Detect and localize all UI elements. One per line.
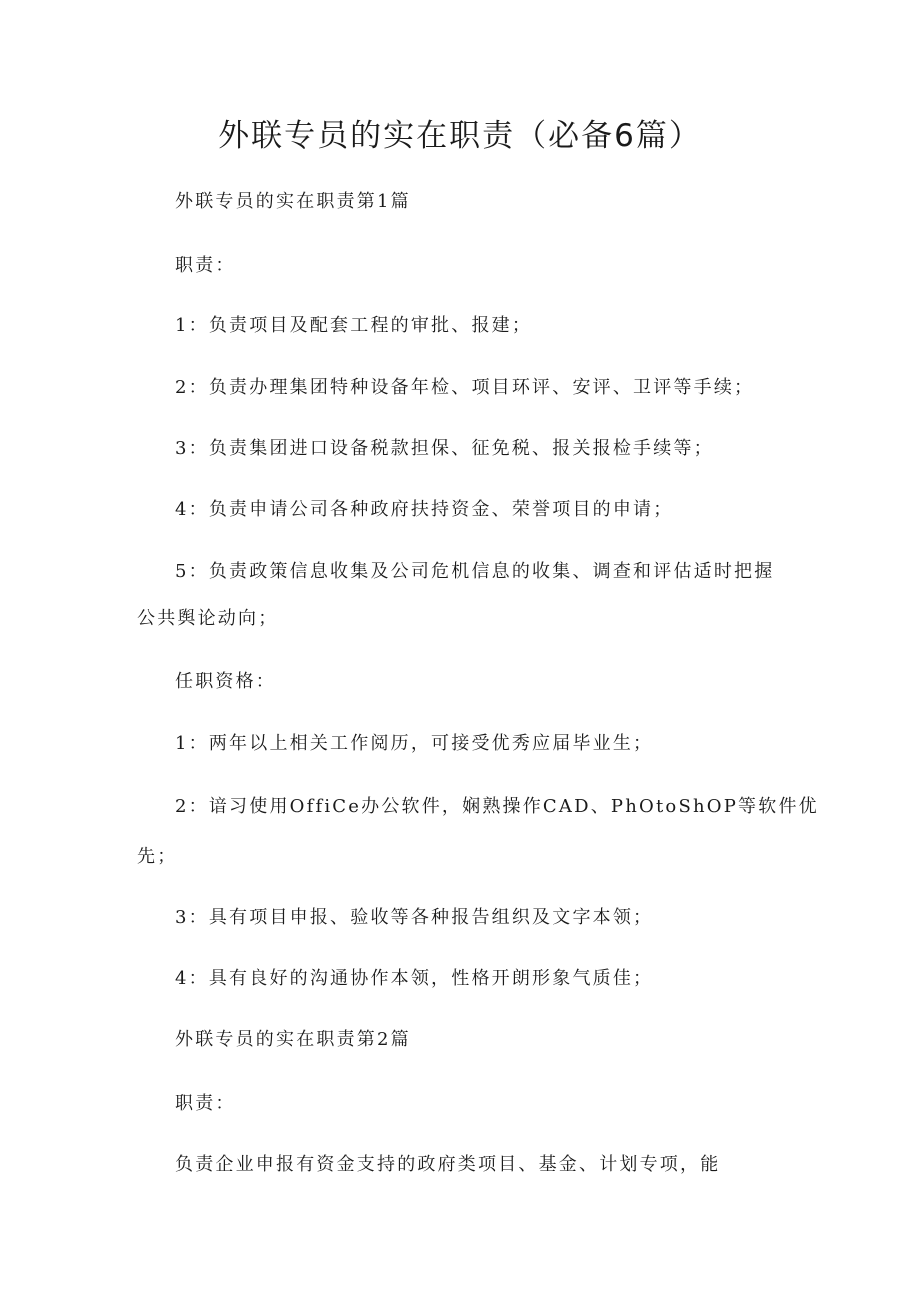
paragraph: 负责企业申报有资金支持的政府类项目、基金、计划专项，能 <box>175 1154 721 1175</box>
paragraph: 2：负责办理集团特种设备年检、项目环评、安评、卫评等手续； <box>175 377 755 398</box>
paragraph: 4：具有良好的沟通协作本领，性格开朗形象气质佳； <box>175 968 654 989</box>
paragraph: 1：两年以上相关工作阅历，可接受优秀应届毕业生； <box>175 733 654 754</box>
paragraph: 职责： <box>175 255 236 276</box>
section-heading: 外联专员的实在职责第1篇 <box>175 191 411 212</box>
paragraph: 职责： <box>175 1093 236 1114</box>
paragraph: 3：负责集团进口设备税款担保、征免税、报关报检手续等； <box>175 438 714 459</box>
paragraph: 1：负责项目及配套工程的审批、报建； <box>175 315 533 336</box>
paragraph: 3：具有项目申报、验收等各种报告组织及文字本领； <box>175 907 654 928</box>
paragraph: 5：负责政策信息收集及公司危机信息的收集、调查和评估适时把握 <box>175 561 775 582</box>
paragraph-continuation: 公共舆论动向； <box>137 608 279 629</box>
document-title: 外联专员的实在职责（必备6篇） <box>218 118 702 154</box>
paragraph: 2：谙习使用OffiCe办公软件，娴熟操作CAD、PhOtoShOP等软件优 <box>175 796 819 817</box>
paragraph: 任职资格： <box>175 671 276 692</box>
paragraph: 4：负责申请公司各种政府扶持资金、荣誉项目的申请； <box>175 499 674 520</box>
section-heading: 外联专员的实在职责第2篇 <box>175 1029 411 1050</box>
paragraph-continuation: 先； <box>137 846 178 867</box>
